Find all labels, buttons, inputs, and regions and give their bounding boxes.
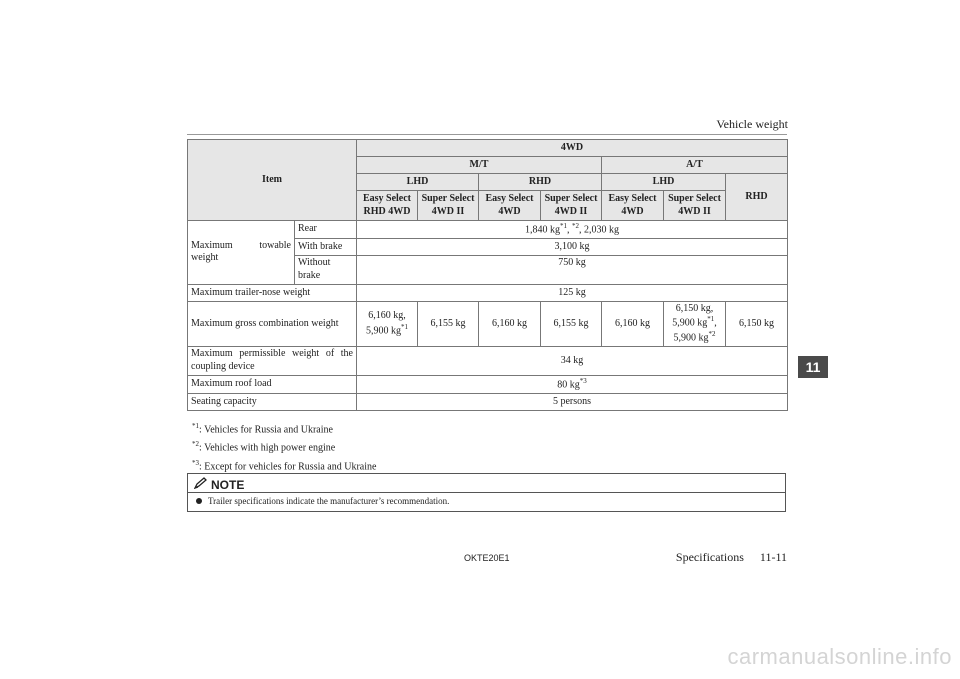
coupling-value: 34 kg bbox=[357, 346, 788, 375]
coupling-label: Maximum permissible weight of the coupling device bbox=[188, 346, 357, 375]
footer-page-number: 11-11 bbox=[759, 550, 787, 564]
without-brake-label: Without brake bbox=[295, 255, 357, 284]
sub-header-1: Easy Select RHD 4WD bbox=[357, 191, 418, 221]
footer-section: Specifications bbox=[675, 550, 744, 564]
with-brake-label: With brake bbox=[295, 238, 357, 255]
at-rhd-header: RHD bbox=[726, 174, 788, 221]
with-brake-value: 3,100 kg bbox=[357, 238, 788, 255]
gross-value-3: 6,160 kg bbox=[479, 301, 541, 346]
note-heading-text: NOTE bbox=[211, 477, 245, 492]
gross-value-6: 6,150 kg, 5,900 $kg^{*1}$, 5,900 $kg^{*2}$ bbox=[664, 301, 726, 346]
watermark: carmanualsonline.info bbox=[727, 644, 952, 669]
note-box bbox=[187, 473, 786, 512]
footnote-3: $^{*3}$: Except for vehicles for Russia and Ukraine bbox=[192, 458, 377, 472]
page-header-title: Vehicle weight bbox=[716, 117, 788, 131]
note-heading bbox=[194, 477, 244, 492]
header-rule bbox=[187, 134, 787, 135]
gross-value-5: 6,160 kg bbox=[602, 301, 664, 346]
sub-header-6: Super Select 4WD II bbox=[664, 191, 726, 221]
gross-value-7: 6,150 kg bbox=[726, 301, 788, 346]
footnotes bbox=[192, 419, 376, 474]
at-lhd-header: LHD bbox=[602, 174, 726, 191]
footnote-1: $^{*1}$: Vehicles for Russia and Ukraine bbox=[192, 422, 333, 436]
bullet-icon bbox=[196, 498, 202, 504]
rear-label: Rear bbox=[295, 221, 357, 239]
gross-weight-label: Maximum gross combination weight bbox=[188, 301, 357, 346]
sub-header-5: Easy Select 4WD bbox=[602, 191, 664, 221]
sub-header-4: Super Select 4WD II bbox=[541, 191, 602, 221]
note-divider bbox=[188, 492, 785, 493]
gross-value-1: 6,160 kg, 5,900 $kg^{*1}$ bbox=[357, 301, 418, 346]
seating-label: Seating capacity bbox=[188, 393, 357, 410]
footnote-2: $^{*2}$: Vehicles with high power engine bbox=[192, 440, 336, 454]
item-header: Item bbox=[188, 140, 357, 221]
mt-rhd-header: RHD bbox=[479, 174, 602, 191]
trailer-nose-value: 125 kg bbox=[357, 284, 788, 301]
vehicle-weight-table bbox=[187, 139, 788, 411]
without-brake-value: 750 kg bbox=[357, 255, 788, 284]
towable-weight-label: Maximum towable weight bbox=[188, 221, 295, 285]
gross-value-2: 6,155 kg bbox=[418, 301, 479, 346]
document-code: OKTE20E1 bbox=[464, 553, 510, 563]
note-pencil-icon bbox=[194, 477, 208, 492]
trailer-nose-label: Maximum trailer-nose weight bbox=[188, 284, 357, 301]
sub-header-2: Super Select 4WD II bbox=[418, 191, 479, 221]
note-item bbox=[196, 496, 449, 506]
seating-value: 5 persons bbox=[357, 393, 788, 410]
gross-value-4: 6,155 kg bbox=[541, 301, 602, 346]
at-header: A/T bbox=[602, 157, 788, 174]
mt-header: M/T bbox=[357, 157, 602, 174]
sub-header-3: Easy Select 4WD bbox=[479, 191, 541, 221]
drive-header: 4WD bbox=[357, 140, 788, 157]
note-text: Trailer specifications indicate the manufacturer’s recommendation. bbox=[208, 496, 450, 506]
chapter-tab: 11 bbox=[798, 356, 828, 378]
page-footer bbox=[676, 550, 787, 565]
roof-load-label: Maximum roof load bbox=[188, 375, 357, 393]
rear-value: 1,840 $kg^{*1}$, $^{*2}$, 2,030 kg bbox=[357, 221, 788, 239]
mt-lhd-header: LHD bbox=[357, 174, 479, 191]
roof-load-value: 80 $kg^{*3}$ bbox=[357, 375, 788, 393]
